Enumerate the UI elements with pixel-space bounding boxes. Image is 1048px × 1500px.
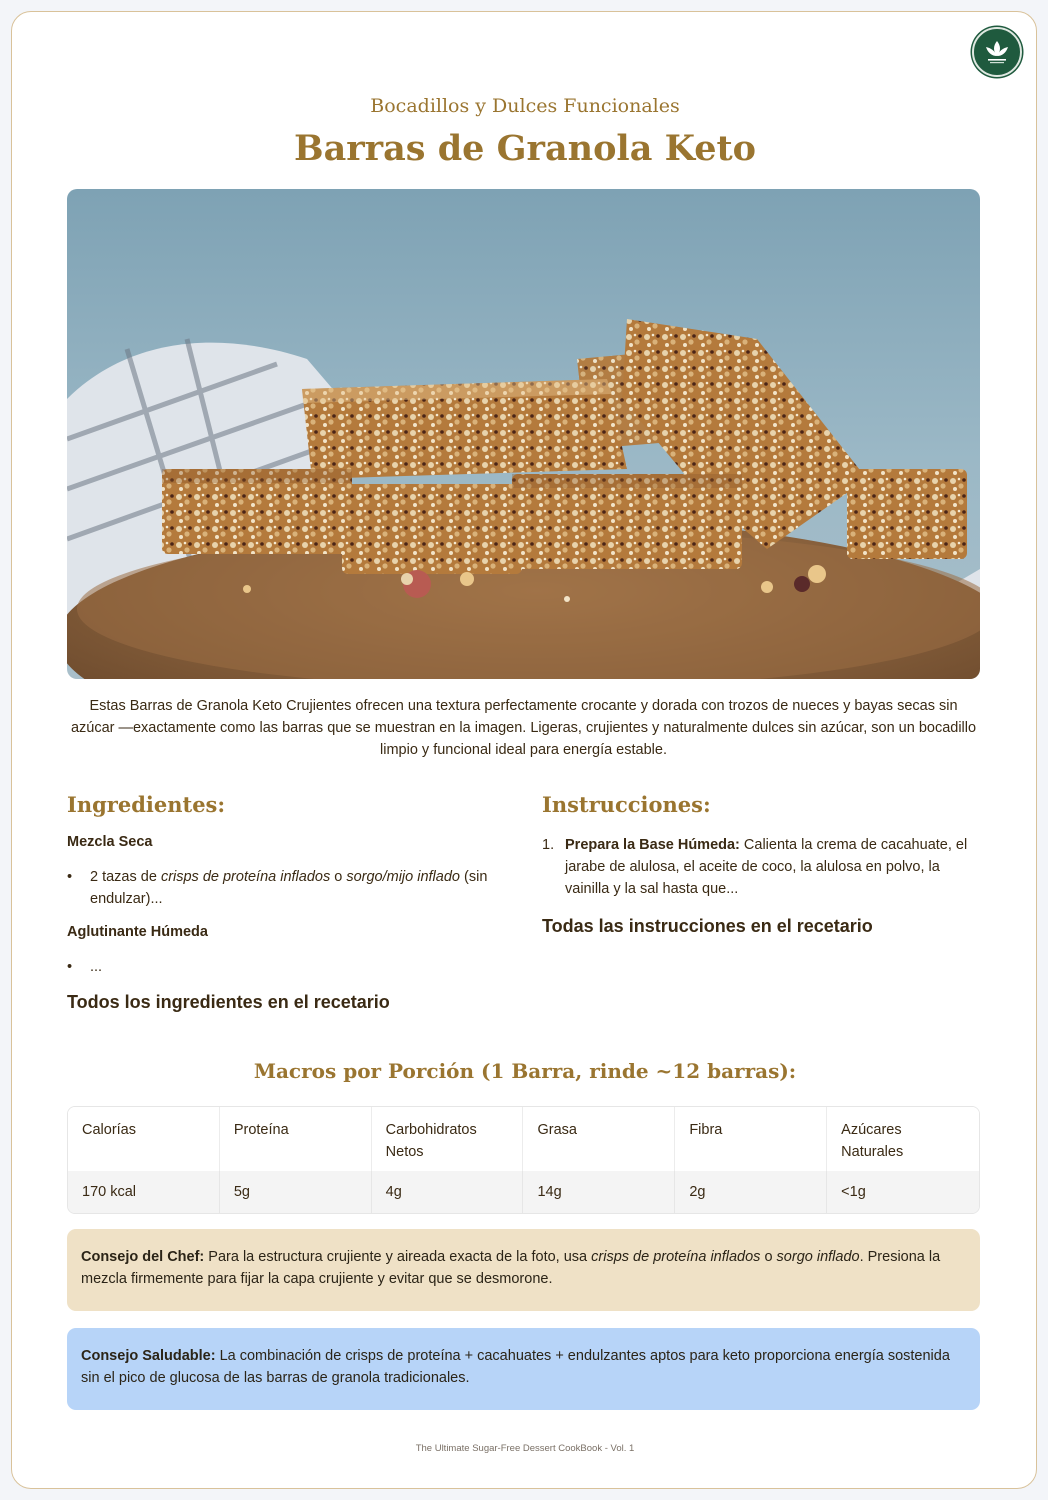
macros-table (67, 1106, 980, 1214)
ingredient-text: 2 tazas de (90, 869, 161, 885)
ingredient-text: (sin endulzar)... (90, 869, 488, 907)
all-ingredients-link[interactable]: Todos los ingredientes en el recetario (67, 992, 390, 1012)
recipe-title: Barras de Granola Keto (293, 128, 757, 169)
instructions-section (542, 792, 982, 937)
lotus-leaf-icon (980, 35, 1014, 69)
wet-binder-title: Aglutinante Húmeda (67, 924, 208, 940)
bullet: • (67, 959, 73, 975)
macro-header: Grasa (523, 1107, 675, 1171)
chef-tip (67, 1229, 980, 1311)
chef-tip-emphasis: crisps de proteína inflados (591, 1249, 761, 1265)
macro-value: 2g (675, 1171, 827, 1213)
macro-value: 4g (372, 1171, 524, 1213)
step-title: Prepara la Base Húmeda: (565, 837, 740, 853)
step-text: Calienta la crema de cacahuate, el jarabe de alulosa, el aceite de coco, la alulosa en polvo, la vainilla y la sal hasta que... (565, 837, 968, 897)
all-instructions-link[interactable]: Todas las instrucciones en el recetario (542, 916, 873, 936)
hero-image-granola-bars (67, 189, 980, 679)
chef-tip-emphasis: sorgo inflado (776, 1249, 860, 1265)
macros-title: Macros por Porción (1 Barra, rinde ~12 barras): (253, 1059, 797, 1083)
health-tip-label: Consejo Saludable: (81, 1348, 216, 1364)
category-kicker: Bocadillos y Dulces Funcionales (370, 95, 680, 117)
ingredient-text: ... (90, 959, 103, 975)
macro-value: 170 kcal (68, 1171, 220, 1213)
ingredients-heading: Ingredientes: (67, 792, 226, 817)
step-number: 1. (542, 837, 555, 853)
brand-logo (972, 27, 1022, 77)
macro-header: Fibra (675, 1107, 827, 1171)
bullet: • (67, 869, 73, 885)
macro-value: 14g (523, 1171, 675, 1213)
instruction-step (542, 834, 982, 900)
recipe-page (11, 11, 1037, 1489)
recipe-intro: Estas Barras de Granola Keto Crujientes ofrecen una textura perfectamente crocante y dorada con trozos de nueces y bayas secas sin azúcar —exactamente como las barras que se muestran en la imagen. Ligeras, crujientes y naturalmente dulces sin azúcar, son un bocadillo limpio y funcional ideal para energía estable. (70, 698, 977, 758)
dry-mix-title: Mezcla Seca (67, 834, 153, 850)
macro-value: <1g (827, 1171, 979, 1213)
macro-header: Calorías (68, 1107, 220, 1171)
health-tip (67, 1328, 980, 1410)
ingredients-section (67, 792, 497, 1013)
health-tip-text: La combinación de crisps de proteína + cacahuates + endulzantes aptos para keto proporciona energía sostenida sin el pico de glucosa de las barras de granola tradicionales. (81, 1348, 950, 1386)
macro-header: Azúcares Naturales (827, 1107, 979, 1171)
macro-value: 5g (220, 1171, 372, 1213)
macro-header: Carbohidratos Netos (372, 1107, 524, 1171)
chef-tip-label: Consejo del Chef: (81, 1249, 205, 1265)
chef-tip-text: o (760, 1249, 777, 1265)
macro-header: Proteína (220, 1107, 372, 1171)
chef-tip-text: . Presiona la mezcla firmemente para fijar la capa crujiente y evitar que se desmorone. (81, 1249, 941, 1287)
ingredient-emphasis: crisps de proteína inflados (160, 869, 331, 885)
ingredient-item (67, 956, 497, 978)
instructions-heading: Instrucciones: (542, 792, 711, 817)
ingredient-text: o (330, 869, 347, 885)
page-footer: The Ultimate Sugar-Free Dessert CookBook - Vol. 1 (415, 1443, 635, 1454)
ingredient-item (67, 866, 497, 910)
ingredient-emphasis: sorgo/mijo inflado (346, 869, 460, 885)
chef-tip-text: Para la estructura crujiente y aireada exacta de la foto, usa (204, 1249, 592, 1265)
